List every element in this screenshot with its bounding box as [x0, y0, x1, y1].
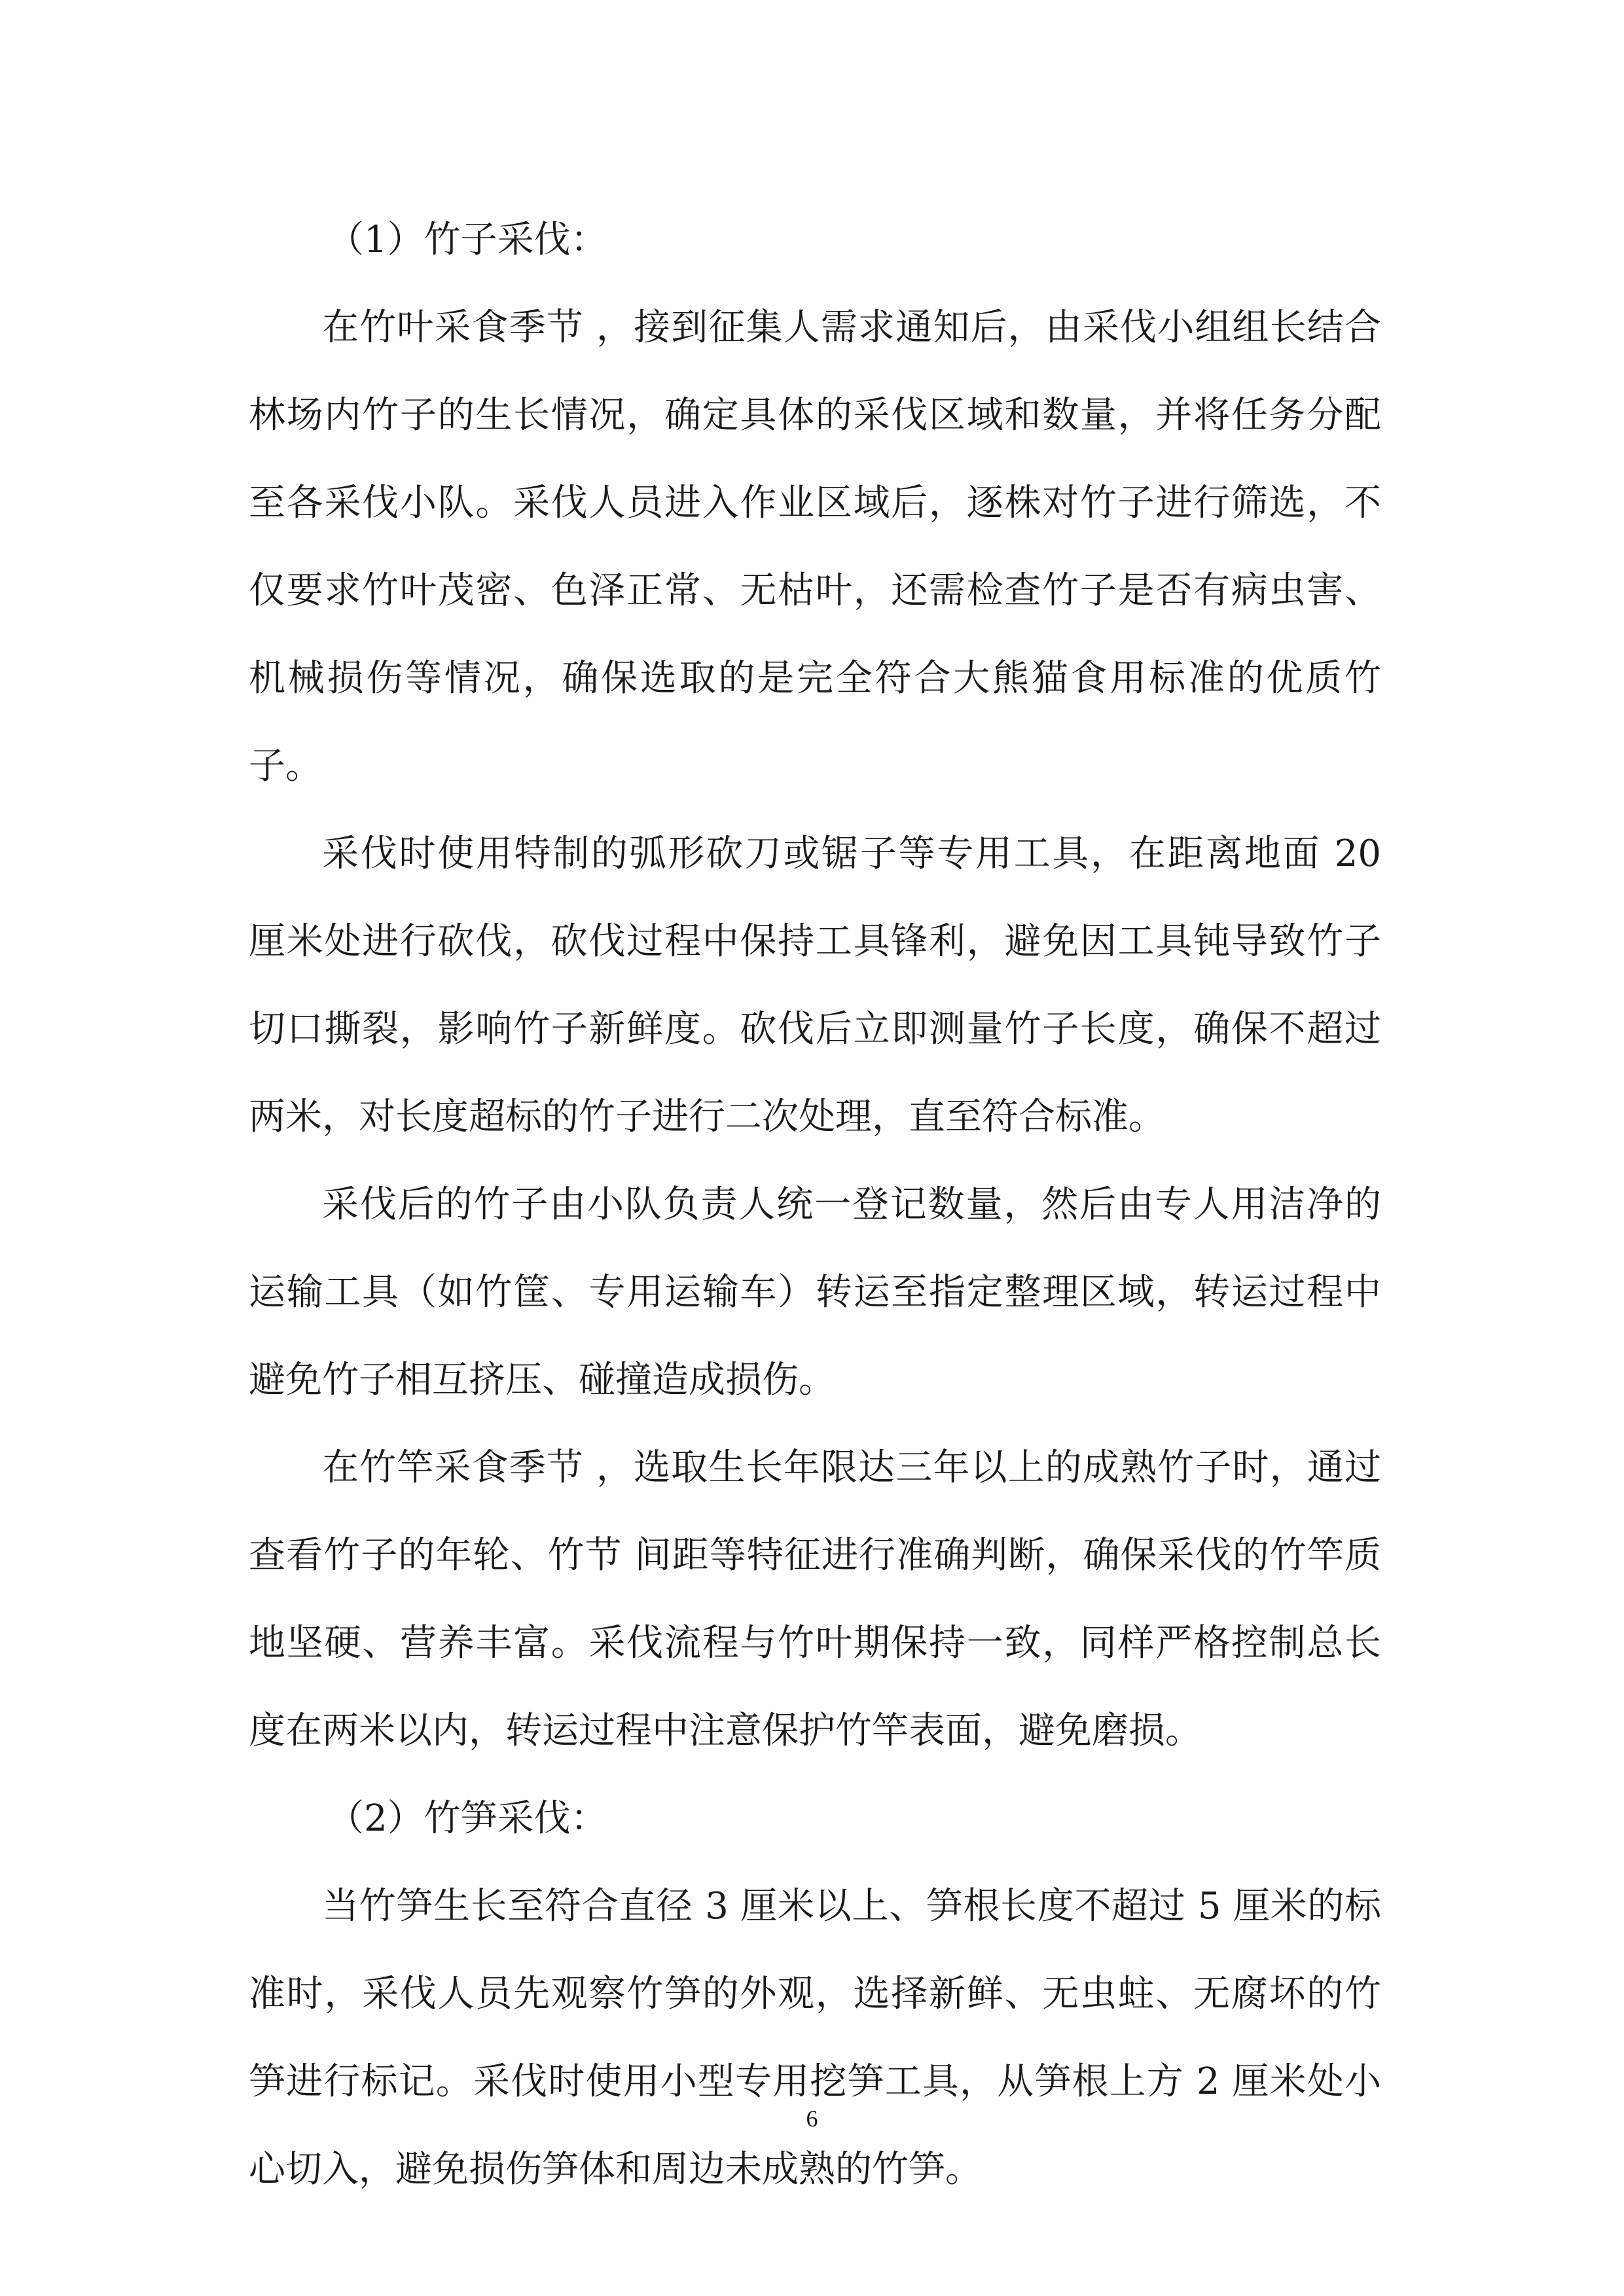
paragraph: 在竹竿采食季节 ，选取生长年限达三年以上的成熟竹子时，通过查看竹子的年轮、竹节 间距等特征进行准确判断，确保采伐的竹竿质地坚硬、营养丰富。采伐流程与竹叶期保持一致，同样严格控制总长度在两米以内，转运过程中注意保护竹竿表面，避免磨损。	[249, 1446, 1381, 1752]
paragraph: 在竹叶采食季节 ，接到征集人需求通知后，由采伐小组组长结合林场内竹子的生长情况，确定具体的采伐区域和数量，并将任务分配至各采伐小队。采伐人员进入作业区域后，逐株对竹子进行筛选，不仅要求竹叶茂密、色泽正常、无枯叶，还需检查竹子是否有病虫害、机械损伤等情况，确保选取的是完全符合大熊猫食用标准的优质竹子。	[249, 306, 1381, 787]
paragraph: 采伐时使用特制的弧形砍刀或锯子等专用工具，在距离地面 20 厘米处进行砍伐，砍伐过程中保持工具锋利，避免因工具钝导致竹子切口撕裂，影响竹子新鲜度。砍伐后立即测量竹子长度，确保不超过两米，对长度超标的竹子进行二次处理，直至符合标准。	[249, 833, 1381, 1138]
section-1-heading: （1）竹子采伐：	[327, 219, 607, 261]
paragraph: 当竹笋生长至符合直径 3 厘米以上、笋根长度不超过 5 厘米的标准时，采伐人员先观察竹笋的外观，选择新鲜、无虫蛀、无腐坏的竹笋进行标记。采伐时使用小型专用挖笋工具，从笋根上方 2 厘米处小心切入，避免损伤笋体和周边未成熟的竹笋。	[249, 1885, 1381, 2191]
document-body	[249, 196, 1381, 2214]
paragraph: 采伐后的竹子由小队负责人统一登记数量，然后由专人用洁净的运输工具（如竹筐、专用运输车）转运至指定整理区域，转运过程中避免竹子相互挤压、碰撞造成损伤。	[249, 1183, 1381, 1401]
section-2-heading: （2）竹笋采伐：	[327, 1797, 607, 1840]
page-number: 6	[806, 2106, 818, 2132]
